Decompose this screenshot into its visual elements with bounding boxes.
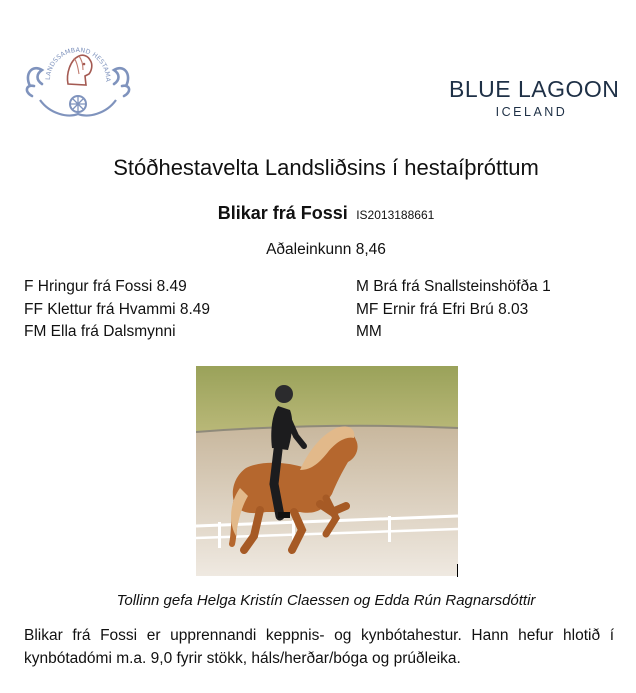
horse-id: IS2013188661 — [356, 208, 435, 222]
svg-text:LANDSSAMBAND HESTAMANNAFÉLAGA — [22, 30, 111, 83]
sponsor-sub: ICELAND — [495, 105, 568, 119]
horse-photo — [196, 366, 458, 576]
emblem-text: LANDSSAMBAND HESTAMA — [44, 46, 112, 83]
pedigree-dam-sire: MF Ernir frá Efri Brú 8.03 — [356, 300, 529, 318]
pedigree-dam-column — [356, 276, 551, 344]
horse-heading — [0, 203, 636, 224]
pedigree-sire-column — [24, 276, 210, 344]
text-cursor — [457, 564, 458, 577]
landssamband-emblem-icon — [22, 30, 134, 122]
pedigree-dam-dam: MM — [356, 323, 382, 340]
pedigree-sire-sire: FF Klettur frá Hvammi 8.49 — [24, 300, 211, 318]
horse-name: Blikar frá Fossi — [217, 203, 348, 223]
horse-description: Blikar frá Fossi er upprennandi keppnis- og kynbótahestur. Hann hefur hlotið í kynbótadómi m.a. 9,0 fyrir stökk, háls/herðar/bóga og prúðleika. — [24, 627, 614, 667]
photo-caption: Tollinn gefa Helga Kristín Claessen og Edda Rún Ragnarsdóttir — [116, 592, 536, 609]
blue-lagoon-logo — [449, 76, 620, 119]
sponsor-brand: BLUE LAGOON — [449, 76, 620, 102]
main-score: Aðaleinkunn 8,46 — [266, 241, 386, 258]
page-title: Stóðhestavelta Landsliðsins í hestaíþróttum — [113, 155, 539, 180]
pedigree-sire: F Hringur frá Fossi 8.49 — [24, 278, 187, 295]
pedigree-sire-dam: FM Ella frá Dalsmynni — [24, 323, 176, 340]
pedigree-dam: M Brá frá Snallsteinshöfða 1 — [356, 278, 551, 295]
